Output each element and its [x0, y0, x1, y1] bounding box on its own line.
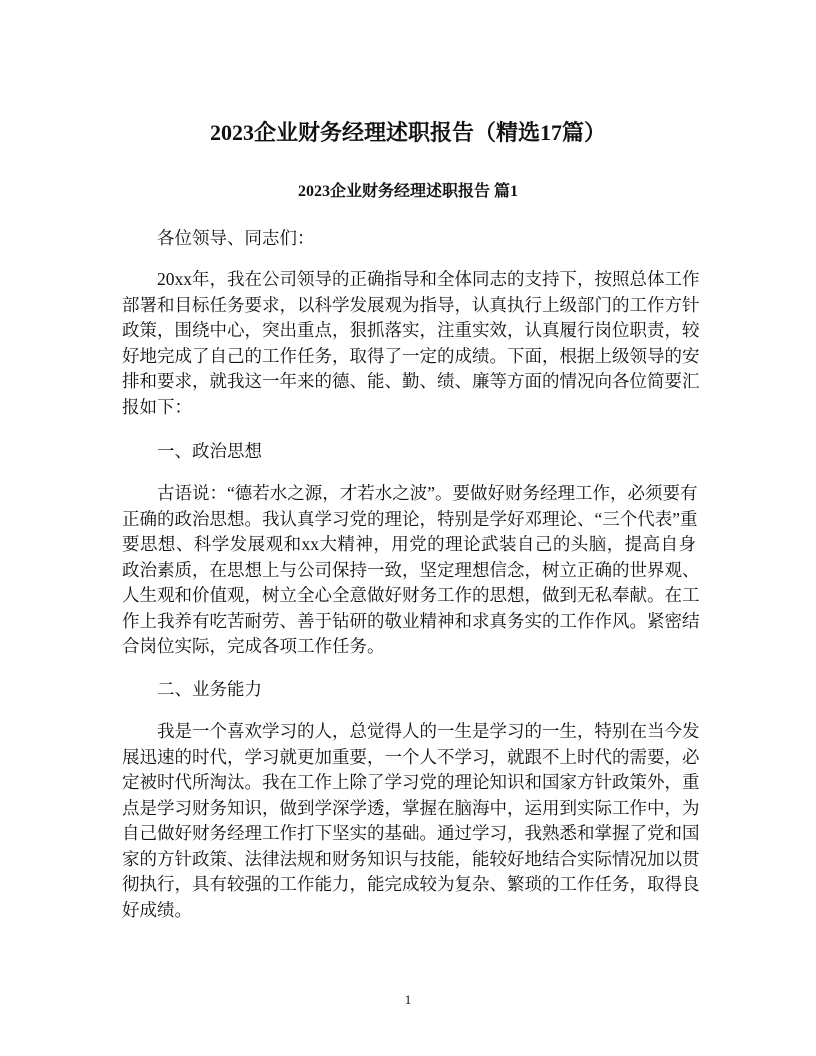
paragraph-line: 合岗位实际，完成各项工作任务。 [122, 636, 385, 656]
paragraph-line: 政策，围绕中心，突出重点，狠抓落实，注重实效，认真履行岗位职责，较 [122, 320, 700, 340]
paragraph-line: 定被时代所淘汰。我在工作上除了学习党的理论知识和国家方针政策外，重 [122, 772, 700, 792]
paragraph-line: 20xx年，我在公司领导的正确指导和全体同志的支持下，按照总体工作 [157, 269, 700, 289]
paragraph-line: 报如下： [122, 396, 192, 417]
paragraph-line: 点是学习财务知识，做到学深学透，掌握在脑海中，运用到实际工作中，为 [122, 797, 700, 818]
paragraph-line: 作上我养有吃苦耐劳、善于钻研的敬业精神和求真务实的工作作风。紧密结 [122, 610, 700, 631]
paragraph-intro [122, 267, 700, 420]
paragraph-political [122, 481, 700, 660]
page-number: 1 [404, 992, 412, 1007]
paragraph-line: 排和要求，就我这一年来的德、能、勤、绩、廉等方面的情况向各位简要汇 [122, 371, 700, 391]
paragraph-line: 自己做好财务经理工作打下坚实的基础。通过学习，我熟悉和掌握了党和国 [122, 823, 700, 843]
paragraph-line: 好成绩。 [122, 899, 192, 920]
section-title: 2023企业财务经理述职报告 篇1 [297, 183, 518, 200]
paragraph-line: 政治素质，在思想上与公司保持一致，坚定理想信念，树立正确的世界观、 [122, 559, 700, 580]
heading-business: 二、业务能力 [157, 679, 262, 699]
paragraph-line: 部署和目标任务要求，以科学发展观为指导，认真执行上级部门的工作方针 [122, 294, 700, 315]
paragraph-line: 家的方针政策、法律法规和财务知识与技能，能较好地结合实际情况加以贯 [122, 848, 700, 869]
paragraph-line: 正确的政治思想。我认真学习党的理论，特别是学好邓理论、“三个代表”重 [122, 508, 698, 529]
paragraph-line: 要思想、科学发展观和xx大精神，用党的理论武装自己的头脑，提高自身 [122, 534, 696, 554]
paragraph-line: 好地完成了自己的工作任务，取得了一定的成绩。下面，根据上级领导的安 [122, 345, 700, 366]
document-title: 2023企业财务经理述职报告（精选17篇） [209, 120, 606, 145]
paragraph-line: 彻执行，具有较强的工作能力，能完成较为复杂、繁琐的工作任务，取得良 [122, 874, 700, 894]
paragraph-business [122, 719, 700, 923]
heading-political: 一、政治思想 [157, 441, 262, 461]
paragraph-line: 展迅速的时代，学习就更加重要，一个人不学习，就跟不上时代的需要，必 [122, 746, 700, 767]
paragraph-line: 人生观和价值观，树立全心全意做好财务工作的思想，做到无私奉献。在工 [122, 585, 700, 605]
paragraph-line: 古语说：“德若水之源，才若水之波”。要做好财务经理工作，必须要有 [157, 483, 698, 503]
paragraph-line: 我是一个喜欢学习的人，总觉得人的一生是学习的一生，特别在当今发 [157, 721, 700, 741]
greeting: 各位领导、同志们： [157, 228, 315, 248]
